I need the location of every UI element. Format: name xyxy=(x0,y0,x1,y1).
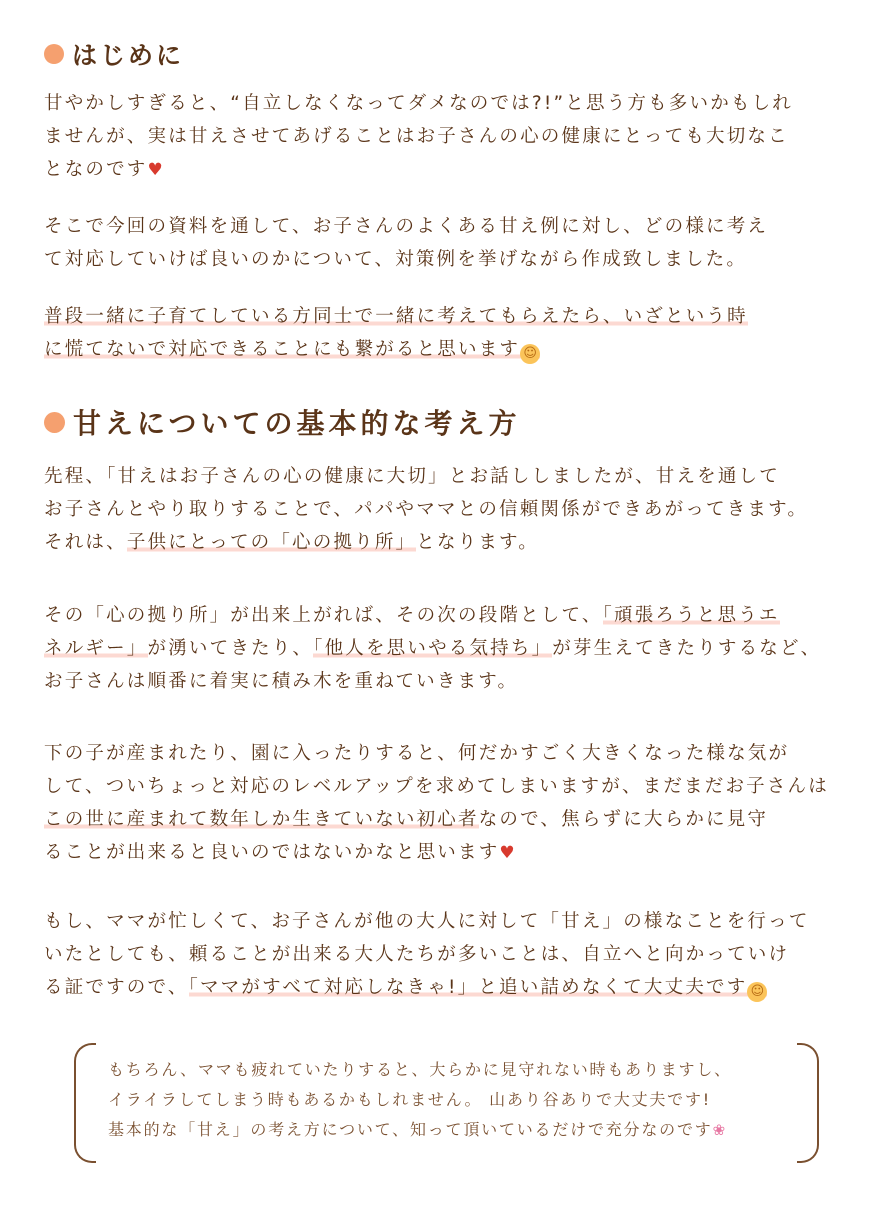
note-line xyxy=(108,1115,732,1145)
paragraph-intro-3 xyxy=(44,300,844,366)
smile-icon: ☺ xyxy=(520,344,540,364)
text-line xyxy=(44,836,844,869)
text-span: る証ですので、 xyxy=(44,977,189,998)
highlight-text: 子供にとっての「心の拠り所」 xyxy=(126,532,417,553)
highlight-text: 「他人を思いやる気持ち」 xyxy=(313,638,553,659)
smile-icon: ☺ xyxy=(747,982,767,1002)
text-span: が芽生えてきたりするなど、 xyxy=(552,638,822,659)
text-span: その「心の拠り所」が出来上がれば、その次の段階として、 xyxy=(44,605,603,626)
heart-icon: ♥ xyxy=(499,843,515,863)
text-span: それは、 xyxy=(44,532,127,553)
text-line xyxy=(44,971,844,1004)
text-line xyxy=(44,333,844,366)
text-line: そこで今回の資料を通して、お子さんのよくある甘え例に対し、どの様に考え xyxy=(44,216,769,237)
text-line xyxy=(44,300,844,333)
paragraph-basics-4 xyxy=(44,905,844,1004)
note-line: もちろん、ママも疲れていたりすると、大らかに見守れない時もありますし、 xyxy=(108,1060,732,1079)
text-line: もし、ママが忙しくて、お子さんが他の大人に対して「甘え」の様なことを行って xyxy=(44,911,810,932)
orange-dot-icon xyxy=(44,44,64,64)
text-span: 「ママがすべて対応しなきゃ!」と追い詰めなくて大丈夫です xyxy=(188,977,748,998)
text-line xyxy=(44,599,844,632)
paragraph-intro-2 xyxy=(44,210,844,276)
text-line: お子さんは順番に着実に積み木を重ねていきます。 xyxy=(44,671,519,692)
text-line: して、ついちょっと対応のレベルアップを求めてしまいますが、まだまだお子さんは xyxy=(44,776,829,797)
paragraph-basics-2 xyxy=(44,599,844,698)
highlight-text xyxy=(44,339,540,360)
heart-icon: ♥ xyxy=(147,160,163,180)
note-text xyxy=(108,1055,732,1145)
text-line: お子さんとやり取りすることで、パパやママとの信頼関係ができあがってきます。 xyxy=(44,499,809,520)
text-line xyxy=(44,526,844,559)
paragraph-basics-1 xyxy=(44,460,844,559)
highlight-text: 「頑張ろうと思うエ xyxy=(602,605,780,626)
paragraph-basics-3 xyxy=(44,737,844,869)
text-line: いたとしても、頼ることが出来る大人たちが多いことは、自立へと向かっていけ xyxy=(44,944,790,965)
text-span: 基本的な「甘え」の考え方について、知って頂いているだけで充分なのです xyxy=(108,1120,713,1139)
text-span: ることが出来ると良いのではないかなと思います xyxy=(44,842,500,863)
note-box xyxy=(74,1043,819,1159)
paragraph-intro-1 xyxy=(44,87,844,186)
bracket-left xyxy=(74,1043,96,1163)
text-line: て対応していけば良いのかについて、対策例を挙げながら作成致しました。 xyxy=(44,249,748,270)
text-span: となのです xyxy=(44,159,148,180)
note-line: イライラしてしまう時もあるかもしれません。 山あり谷ありで大丈夫です! xyxy=(108,1090,711,1109)
highlight-text: ネルギー」 xyxy=(44,638,148,659)
heading-text: 甘えについての基本的な考え方 xyxy=(73,407,521,440)
text-line: 先程、「甘えはお子さんの心の健康に大切」とお話ししましたが、甘えを通して xyxy=(44,466,780,487)
text-line: 甘やかしすぎると、“自立しなくなってダメなのでは?!”と思う方も多いかもしれ xyxy=(44,93,794,114)
orange-dot-icon xyxy=(44,412,65,433)
text-span: となります。 xyxy=(416,532,539,553)
text-line: 下の子が産まれたり、園に入ったりすると、何だかすごく大きくなった様な気が xyxy=(44,743,790,764)
text-line xyxy=(44,632,844,665)
text-span: が湧いてきたり、 xyxy=(147,638,314,659)
text-span: に慌てないで対応できることにも繋がると思います xyxy=(44,339,521,360)
text-span: なので、焦らずに大らかに見守 xyxy=(478,809,769,830)
highlight-text: 普段一緒に子育てしている方同士で一緒に考えてもらえたら、いざという時 xyxy=(44,306,748,327)
tulip-icon: ❀ xyxy=(712,1121,726,1139)
text-line xyxy=(44,153,844,186)
text-line: ませんが、実は甘えさせてあげることはお子さんの心の健康にとっても大切なこ xyxy=(44,126,789,147)
bracket-right xyxy=(797,1043,819,1163)
section-heading-basics xyxy=(44,402,520,442)
highlight-text xyxy=(189,977,768,998)
section-heading-intro xyxy=(44,36,184,72)
heading-text: はじめに xyxy=(72,41,185,70)
highlight-text: この世に産まれて数年しか生きていない初心者 xyxy=(44,809,479,830)
text-line xyxy=(44,803,844,836)
